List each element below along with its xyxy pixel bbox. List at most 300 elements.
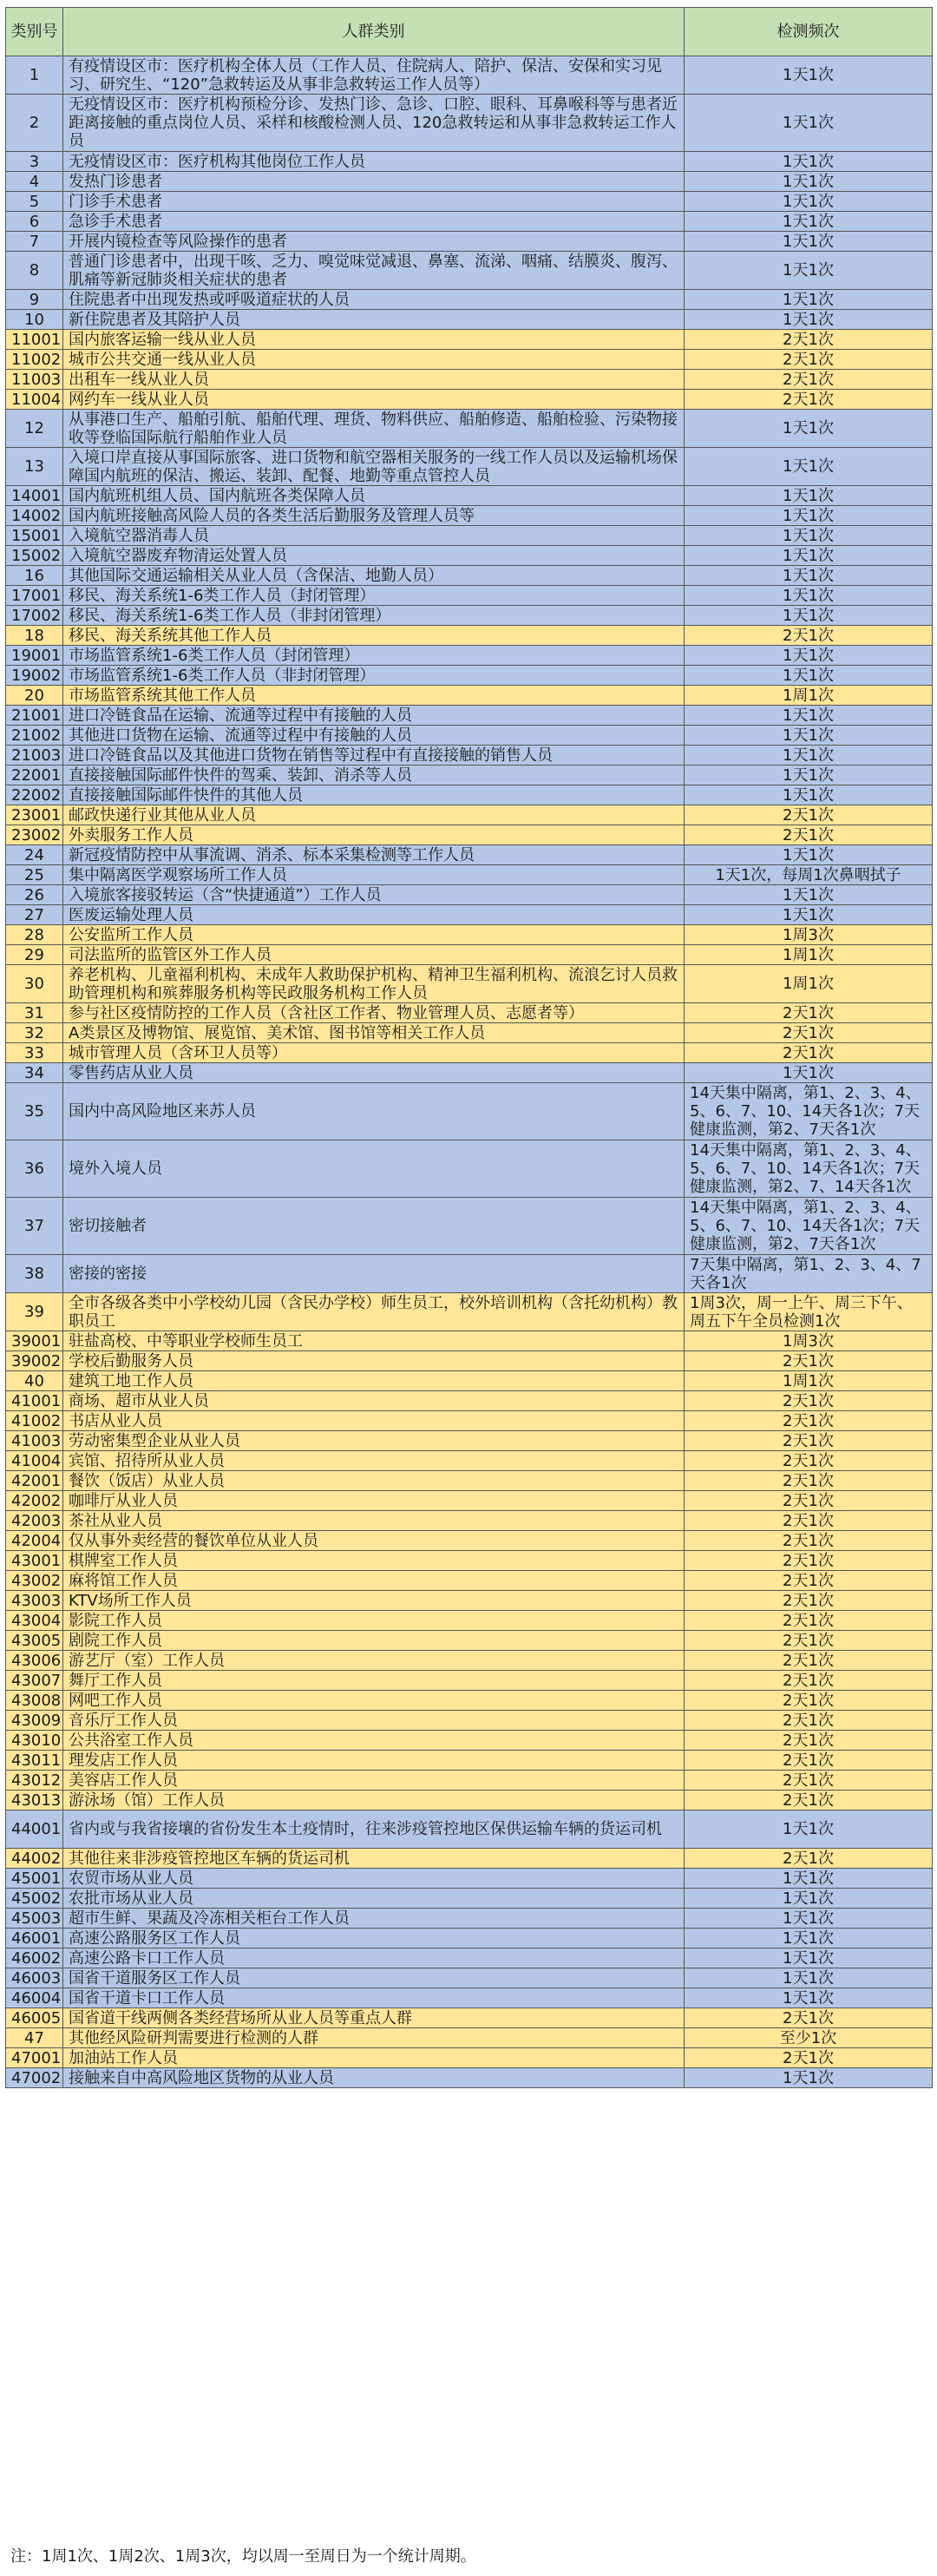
- category-description-cell: 新住院患者及其陪护人员: [63, 310, 685, 330]
- category-description-cell: 国省道干线两侧各类经营场所从业人员等重点人群: [63, 2008, 685, 2028]
- category-code-cell: 8: [6, 252, 63, 290]
- testing-frequency-cell: 2天1次: [685, 1591, 933, 1611]
- category-description-cell: 其他往来非涉疫管控地区车辆的货运司机: [63, 1849, 685, 1869]
- category-code-cell: 21003: [6, 746, 63, 766]
- category-code-cell: 43006: [6, 1651, 63, 1671]
- testing-frequency-cell: 1周3次: [685, 1331, 933, 1351]
- category-code-cell: 43004: [6, 1611, 63, 1631]
- category-description-cell: 入境旅客接驳转运（含“快捷通道”）工作人员: [63, 885, 685, 905]
- table-row: [6, 766, 933, 785]
- testing-frequency-cell: 1周1次: [685, 945, 933, 965]
- category-code-cell: 42004: [6, 1531, 63, 1551]
- category-code-cell: 17001: [6, 586, 63, 606]
- category-code-cell: 7: [6, 232, 63, 252]
- testing-frequency-cell: 1天1次，每周1次鼻咽拭子: [685, 865, 933, 885]
- category-code-cell: 43011: [6, 1751, 63, 1771]
- category-description-cell: 宾馆、招待所从业人员: [63, 1451, 685, 1471]
- testing-frequency-cell: 14天集中隔离，第1、2、3、4、5、6、7、10、14天各1次；7天健康监测，第2、7天各1次: [685, 1198, 933, 1255]
- category-code-cell: 9: [6, 290, 63, 310]
- testing-frequency-cell: 2天1次: [685, 1511, 933, 1531]
- category-description-cell: 仅从事外卖经营的餐饮单位从业人员: [63, 1531, 685, 1551]
- category-description-cell: 超市生鲜、果蔬及冷冻相关柜台工作人员: [63, 1909, 685, 1929]
- testing-frequency-cell: 至少1次: [685, 2028, 933, 2048]
- category-description-cell: 进口冷链食品在运输、流通等过程中有接触的人员: [63, 706, 685, 726]
- category-code-cell: 25: [6, 865, 63, 885]
- testing-frequency-cell: 1天1次: [685, 1909, 933, 1929]
- category-description-cell: 加油站工作人员: [63, 2048, 685, 2068]
- category-code-cell: 42001: [6, 1471, 63, 1491]
- table-row: [6, 606, 933, 626]
- category-description-cell: 舞厅工作人员: [63, 1671, 685, 1691]
- category-description-cell: 高速公路卡口工作人员: [63, 1948, 685, 1968]
- category-code-cell: 23002: [6, 825, 63, 845]
- testing-frequency-cell: 2天1次: [685, 1411, 933, 1431]
- table-row: [6, 1043, 933, 1063]
- testing-frequency-cell: 2天1次: [685, 1631, 933, 1651]
- table-row: [6, 1371, 933, 1391]
- category-description-cell: 国内航班机组人员、国内航班各类保障人员: [63, 486, 685, 506]
- category-code-cell: 44002: [6, 1849, 63, 1869]
- category-code-cell: 16: [6, 566, 63, 586]
- category-code-cell: 3: [6, 152, 63, 172]
- table-row: [6, 706, 933, 726]
- category-code-cell: 45002: [6, 1889, 63, 1909]
- category-code-cell: 34: [6, 1063, 63, 1083]
- category-description-cell: 省内或与我省接壤的省份发生本土疫情时，往来涉疫管控地区保供运输车辆的货运司机: [63, 1810, 685, 1849]
- table-row: [6, 2028, 933, 2048]
- testing-frequency-cell: 1天1次: [685, 766, 933, 785]
- table-row: [6, 1003, 933, 1023]
- category-code-cell: 14002: [6, 506, 63, 526]
- category-description-cell: 开展内镜检查等风险操作的患者: [63, 232, 685, 252]
- category-code-cell: 43001: [6, 1551, 63, 1571]
- category-description-cell: 无疫情设区市：医疗机构预检分诊、发热门诊、急诊、口腔、眼科、耳鼻喉科等与患者近距离接触的重点岗位人员、采样和核酸检测人员、120急救转运和从事非急救转运工作人员: [63, 95, 685, 152]
- table-row: [6, 925, 933, 945]
- table-row: [6, 252, 933, 290]
- testing-frequency-cell: 2天1次: [685, 1003, 933, 1023]
- category-code-cell: 21002: [6, 726, 63, 746]
- table-row: [6, 1591, 933, 1611]
- testing-frequency-cell: 1天1次: [685, 192, 933, 212]
- category-code-cell: 15002: [6, 546, 63, 566]
- category-code-cell: 46002: [6, 1948, 63, 1968]
- category-code-cell: 43007: [6, 1671, 63, 1691]
- category-description-cell: 餐饮（饭店）从业人员: [63, 1471, 685, 1491]
- testing-frequency-cell: 2天1次: [685, 1671, 933, 1691]
- category-code-cell: 39001: [6, 1331, 63, 1351]
- testing-frequency-cell: 2天1次: [685, 330, 933, 350]
- testing-frequency-cell: 2天1次: [685, 1791, 933, 1810]
- category-code-cell: 19002: [6, 666, 63, 686]
- testing-frequency-cell: 2天1次: [685, 1551, 933, 1571]
- category-code-cell: 30: [6, 965, 63, 1003]
- category-code-cell: 28: [6, 925, 63, 945]
- table-row: [6, 905, 933, 925]
- table-row: [6, 1411, 933, 1431]
- table-row: [6, 1391, 933, 1411]
- table-row: [6, 290, 933, 310]
- category-description-cell: 接触来自中高风险地区货物的从业人员: [63, 2068, 685, 2088]
- category-description-cell: 从事港口生产、船舶引航、船舶代理、理货、物料供应、船舶修造、船舶检验、污染物接收等登临国际航行船舶作业人员: [63, 410, 685, 448]
- category-description-cell: 司法监所的监管区外工作人员: [63, 945, 685, 965]
- category-code-cell: 47002: [6, 2068, 63, 2088]
- table-row: [6, 885, 933, 905]
- table-row: [6, 390, 933, 410]
- testing-frequency-cell: 2天1次: [685, 1771, 933, 1791]
- table-row: [6, 526, 933, 546]
- category-code-cell: 23001: [6, 805, 63, 825]
- category-description-cell: 入境口岸直接从事国际旅客、进口货物和航空器相关服务的一线工作人员以及运输机场保障国内航班的保洁、搬运、装卸、配餐、地勤等重点管控人员: [63, 448, 685, 486]
- testing-frequency-cell: 2天1次: [685, 2008, 933, 2028]
- testing-frequency-cell: 2天1次: [685, 1391, 933, 1411]
- table-row: [6, 1255, 933, 1293]
- category-description-cell: 高速公路服务区工作人员: [63, 1929, 685, 1948]
- table-row: [6, 1929, 933, 1948]
- category-description-cell: 驻盐高校、中等职业学校师生员工: [63, 1331, 685, 1351]
- table-row: [6, 1988, 933, 2008]
- category-description-cell: A类景区及博物馆、展览馆、美术馆、图书馆等相关工作人员: [63, 1023, 685, 1043]
- table-row: [6, 646, 933, 666]
- header-frequency: 检测频次: [685, 8, 933, 56]
- category-code-cell: 47001: [6, 2048, 63, 2068]
- category-description-cell: 剧院工作人员: [63, 1631, 685, 1651]
- category-description-cell: 农贸市场从业人员: [63, 1869, 685, 1889]
- table-row: [6, 1431, 933, 1451]
- category-code-cell: 11004: [6, 390, 63, 410]
- category-description-cell: 零售药店从业人员: [63, 1063, 685, 1083]
- testing-frequency-cell: 2天1次: [685, 1651, 933, 1671]
- category-description-cell: 进口冷链食品以及其他进口货物在销售等过程中有直接接触的销售人员: [63, 746, 685, 766]
- testing-frequency-cell: 1天1次: [685, 726, 933, 746]
- header-category: 人群类别: [63, 8, 685, 56]
- table-row: [6, 1471, 933, 1491]
- table-row: [6, 1751, 933, 1771]
- testing-frequency-cell: 2天1次: [685, 2048, 933, 2068]
- testing-frequency-cell: 1天1次: [685, 526, 933, 546]
- category-code-cell: 5: [6, 192, 63, 212]
- testing-frequency-cell: 1天1次: [685, 785, 933, 805]
- category-description-cell: 入境航空器消毒人员: [63, 526, 685, 546]
- category-code-cell: 43010: [6, 1731, 63, 1751]
- testing-frequency-cell: 1天1次: [685, 152, 933, 172]
- testing-frequency-cell: 1天1次: [685, 1810, 933, 1849]
- category-description-cell: 市场监管系统1-6类工作人员（非封闭管理）: [63, 666, 685, 686]
- category-code-cell: 42002: [6, 1491, 63, 1511]
- category-description-cell: 境外入境人员: [63, 1140, 685, 1198]
- category-description-cell: 直接接触国际邮件快件的其他人员: [63, 785, 685, 805]
- table-row: [6, 1869, 933, 1889]
- testing-frequency-cell: 1天1次: [685, 586, 933, 606]
- testing-frequency-cell: 1天1次: [685, 885, 933, 905]
- category-code-cell: 22002: [6, 785, 63, 805]
- table-row: [6, 330, 933, 350]
- category-description-cell: 游艺厅（室）工作人员: [63, 1651, 685, 1671]
- table-row: [6, 152, 933, 172]
- category-description-cell: 公共浴室工作人员: [63, 1731, 685, 1751]
- table-row: [6, 1611, 933, 1631]
- category-description-cell: 外卖服务工作人员: [63, 825, 685, 845]
- category-description-cell: KTV场所工作人员: [63, 1591, 685, 1611]
- testing-frequency-cell: 2天1次: [685, 1023, 933, 1043]
- testing-frequency-cell: 2天1次: [685, 1731, 933, 1751]
- testing-frequency-cell: 2天1次: [685, 1611, 933, 1631]
- category-code-cell: 43008: [6, 1691, 63, 1711]
- testing-frequency-cell: 2天1次: [685, 1451, 933, 1471]
- table-row: [6, 95, 933, 152]
- testing-frequency-cell: 1天1次: [685, 1889, 933, 1909]
- category-code-cell: 38: [6, 1255, 63, 1293]
- table-row: [6, 2068, 933, 2088]
- category-code-cell: 46005: [6, 2008, 63, 2028]
- testing-frequency-cell: 2天1次: [685, 1351, 933, 1371]
- table-row: [6, 586, 933, 606]
- category-description-cell: 急诊手术患者: [63, 212, 685, 232]
- category-description-cell: 公安监所工作人员: [63, 925, 685, 945]
- category-code-cell: 24: [6, 845, 63, 865]
- testing-frequency-cell: 1天1次: [685, 2068, 933, 2088]
- category-code-cell: 32: [6, 1023, 63, 1043]
- category-description-cell: 国省干道卡口工作人员: [63, 1988, 685, 2008]
- testing-frequency-cell: 2天1次: [685, 370, 933, 390]
- table-row: [6, 1810, 933, 1849]
- category-code-cell: 43002: [6, 1571, 63, 1591]
- table-row: [6, 726, 933, 746]
- table-row: [6, 965, 933, 1003]
- footnote: 注：1周1次、1周2次、1周3次，均以周一至周日为一个统计周期。: [10, 2547, 476, 2566]
- category-description-cell: 国内航班接触高风险人员的各类生活后勤服务及管理人员等: [63, 506, 685, 526]
- category-code-cell: 27: [6, 905, 63, 925]
- category-code-cell: 45001: [6, 1869, 63, 1889]
- table-row: [6, 1331, 933, 1351]
- header-row: [6, 8, 933, 56]
- testing-frequency-cell: 1周1次: [685, 1371, 933, 1391]
- category-description-cell: 发热门诊患者: [63, 172, 685, 192]
- testing-frequency-cell: 2天1次: [685, 1711, 933, 1731]
- table-row: [6, 845, 933, 865]
- category-code-cell: 39: [6, 1293, 63, 1331]
- table-row: [6, 1909, 933, 1929]
- table-row: [6, 626, 933, 646]
- table-row: [6, 1731, 933, 1751]
- category-code-cell: 36: [6, 1140, 63, 1198]
- category-code-cell: 20: [6, 686, 63, 706]
- table-row: [6, 1293, 933, 1331]
- table-row: [6, 350, 933, 370]
- category-code-cell: 1: [6, 56, 63, 95]
- category-description-cell: 无疫情设区市：医疗机构其他岗位工作人员: [63, 152, 685, 172]
- testing-frequency-cell: 1周3次: [685, 925, 933, 945]
- table-row: [6, 1791, 933, 1810]
- table-row: [6, 1651, 933, 1671]
- category-description-cell: 其他经风险研判需要进行检测的人群: [63, 2028, 685, 2048]
- category-code-cell: 17002: [6, 606, 63, 626]
- category-description-cell: 农批市场从业人员: [63, 1889, 685, 1909]
- category-code-cell: 46004: [6, 1988, 63, 2008]
- table-row: [6, 1671, 933, 1691]
- category-code-cell: 22001: [6, 766, 63, 785]
- category-description-cell: 移民、海关系统1-6类工作人员（封闭管理）: [63, 586, 685, 606]
- table-row: [6, 192, 933, 212]
- testing-frequency-cell: 1天1次: [685, 56, 933, 95]
- testing-frequency-cell: 1天1次: [685, 410, 933, 448]
- category-description-cell: 全市各级各类中小学校幼儿园（含民办学校）师生员工，校外培训机构（含托幼机构）教职员工: [63, 1293, 685, 1331]
- table-row: [6, 310, 933, 330]
- category-description-cell: 有疫情设区市：医疗机构全体人员（工作人员、住院病人、陪护、保洁、安保和实习见习、研究生、“120”急救转运及从事非急救转运工作人员等）: [63, 56, 685, 95]
- testing-frequency-cell: 1天1次: [685, 606, 933, 626]
- testing-frequency-cell: 14天集中隔离，第1、2、3、4、5、6、7、10、14天各1次；7天健康监测，第2、7天各1次: [685, 1083, 933, 1140]
- testing-frequency-cell: 1天1次: [685, 666, 933, 686]
- category-code-cell: 39002: [6, 1351, 63, 1371]
- category-code-cell: 2: [6, 95, 63, 152]
- testing-frequency-cell: 1天1次: [685, 506, 933, 526]
- testing-frequency-cell: 1天1次: [685, 1063, 933, 1083]
- category-description-cell: 新冠疫情防控中从事流调、消杀、标本采集检测等工作人员: [63, 845, 685, 865]
- category-description-cell: 网约车一线从业人员: [63, 390, 685, 410]
- category-description-cell: 出租车一线从业人员: [63, 370, 685, 390]
- category-description-cell: 国内中高风险地区来苏人员: [63, 1083, 685, 1140]
- category-description-cell: 城市管理人员（含环卫人员等）: [63, 1043, 685, 1063]
- testing-frequency-cell: 1天1次: [685, 486, 933, 506]
- table-row: [6, 546, 933, 566]
- category-description-cell: 劳动密集型企业从业人员: [63, 1431, 685, 1451]
- category-description-cell: 市场监管系统1-6类工作人员（封闭管理）: [63, 646, 685, 666]
- table-row: [6, 1531, 933, 1551]
- testing-frequency-cell: 2天1次: [685, 626, 933, 646]
- testing-frequency-cell: 2天1次: [685, 1751, 933, 1771]
- table-row: [6, 506, 933, 526]
- table-row: [6, 1968, 933, 1988]
- testing-frequency-cell: 1周1次: [685, 965, 933, 1003]
- table-row: [6, 1889, 933, 1909]
- table-row: [6, 486, 933, 506]
- testing-frequency-cell: 1周1次: [685, 686, 933, 706]
- table-row: [6, 865, 933, 885]
- table-row: [6, 1551, 933, 1571]
- category-code-cell: 12: [6, 410, 63, 448]
- category-code-cell: 43013: [6, 1791, 63, 1810]
- category-code-cell: 19001: [6, 646, 63, 666]
- category-description-cell: 密切接触者: [63, 1198, 685, 1255]
- category-code-cell: 11001: [6, 330, 63, 350]
- category-description-cell: 游泳场（馆）工作人员: [63, 1791, 685, 1810]
- testing-frequency-cell: 1天1次: [685, 448, 933, 486]
- testing-frequency-cell: 2天1次: [685, 390, 933, 410]
- table-row: [6, 805, 933, 825]
- category-description-cell: 密接的密接: [63, 1255, 685, 1293]
- category-code-cell: 43003: [6, 1591, 63, 1611]
- testing-frequency-cell: 1天1次: [685, 646, 933, 666]
- category-description-cell: 移民、海关系统1-6类工作人员（非封闭管理）: [63, 606, 685, 626]
- category-description-cell: 理发店工作人员: [63, 1751, 685, 1771]
- category-code-cell: 43012: [6, 1771, 63, 1791]
- table-row: [6, 686, 933, 706]
- category-code-cell: 41003: [6, 1431, 63, 1451]
- category-code-cell: 43009: [6, 1711, 63, 1731]
- category-code-cell: 45003: [6, 1909, 63, 1929]
- testing-frequency-cell: 1天1次: [685, 905, 933, 925]
- category-code-cell: 42003: [6, 1511, 63, 1531]
- testing-frequency-cell: 2天1次: [685, 1491, 933, 1511]
- category-description-cell: 网吧工作人员: [63, 1691, 685, 1711]
- category-description-cell: 美容店工作人员: [63, 1771, 685, 1791]
- table-row: [6, 1711, 933, 1731]
- testing-frequency-cell: 1周3次，周一上午、周三下午、周五下午全员检测1次: [685, 1293, 933, 1331]
- category-code-cell: 21001: [6, 706, 63, 726]
- category-description-cell: 直接接触国际邮件快件的驾乘、装卸、消杀等人员: [63, 766, 685, 785]
- table-row: [6, 1351, 933, 1371]
- category-code-cell: 47: [6, 2028, 63, 2048]
- testing-frequency-cell: 1天1次: [685, 290, 933, 310]
- category-description-cell: 建筑工地工作人员: [63, 1371, 685, 1391]
- category-description-cell: 市场监管系统其他工作人员: [63, 686, 685, 706]
- category-description-cell: 商场、超市从业人员: [63, 1391, 685, 1411]
- testing-frequency-cell: 2天1次: [685, 1471, 933, 1491]
- category-code-cell: 11002: [6, 350, 63, 370]
- table-row: [6, 1631, 933, 1651]
- table-row: [6, 1511, 933, 1531]
- category-description-cell: 移民、海关系统其他工作人员: [63, 626, 685, 646]
- testing-frequency-cell: 1天1次: [685, 566, 933, 586]
- table-row: [6, 1023, 933, 1043]
- category-description-cell: 住院患者中出现发热或呼吸道症状的人员: [63, 290, 685, 310]
- testing-frequency-cell: 1天1次: [685, 1948, 933, 1968]
- category-code-cell: 41001: [6, 1391, 63, 1411]
- category-description-cell: 门诊手术患者: [63, 192, 685, 212]
- category-description-cell: 医废运输处理人员: [63, 905, 685, 925]
- category-code-cell: 44001: [6, 1810, 63, 1849]
- testing-frequency-cell: 1天1次: [685, 546, 933, 566]
- testing-frequency-cell: 1天1次: [685, 310, 933, 330]
- category-description-cell: 国省干道服务区工作人员: [63, 1968, 685, 1988]
- table-row: [6, 1063, 933, 1083]
- category-code-cell: 18: [6, 626, 63, 646]
- category-code-cell: 46003: [6, 1968, 63, 1988]
- category-description-cell: 普通门诊患者中，出现干咳、乏力、嗅觉味觉减退、鼻塞、流涕、咽痛、结膜炎、腹泻、肌痛等新冠肺炎相关症状的患者: [63, 252, 685, 290]
- table-row: [6, 212, 933, 232]
- table-row: [6, 566, 933, 586]
- table-row: [6, 56, 933, 95]
- table-row: [6, 1571, 933, 1591]
- table-row: [6, 1451, 933, 1471]
- table-row: [6, 666, 933, 686]
- testing-frequency-cell: 2天1次: [685, 1571, 933, 1591]
- table-row: [6, 172, 933, 192]
- table-row: [6, 785, 933, 805]
- table-row: [6, 2048, 933, 2068]
- table-row: [6, 232, 933, 252]
- category-code-cell: 41004: [6, 1451, 63, 1471]
- table-row: [6, 410, 933, 448]
- category-code-cell: 6: [6, 212, 63, 232]
- category-code-cell: 43005: [6, 1631, 63, 1651]
- category-description-cell: 棋牌室工作人员: [63, 1551, 685, 1571]
- category-code-cell: 15001: [6, 526, 63, 546]
- testing-frequency-cell: 1天1次: [685, 1988, 933, 2008]
- testing-frequency-cell: 1天1次: [685, 1929, 933, 1948]
- category-code-cell: 46001: [6, 1929, 63, 1948]
- category-description-cell: 影院工作人员: [63, 1611, 685, 1631]
- table-row: [6, 1491, 933, 1511]
- category-code-cell: 33: [6, 1043, 63, 1063]
- category-code-cell: 29: [6, 945, 63, 965]
- category-code-cell: 41002: [6, 1411, 63, 1431]
- category-code-cell: 35: [6, 1083, 63, 1140]
- testing-frequency-cell: 2天1次: [685, 350, 933, 370]
- table-row: [6, 945, 933, 965]
- category-description-cell: 茶社从业人员: [63, 1511, 685, 1531]
- testing-frequency-cell: 7天集中隔离，第1、2、3、4、7天各1次: [685, 1255, 933, 1293]
- table-row: [6, 1198, 933, 1255]
